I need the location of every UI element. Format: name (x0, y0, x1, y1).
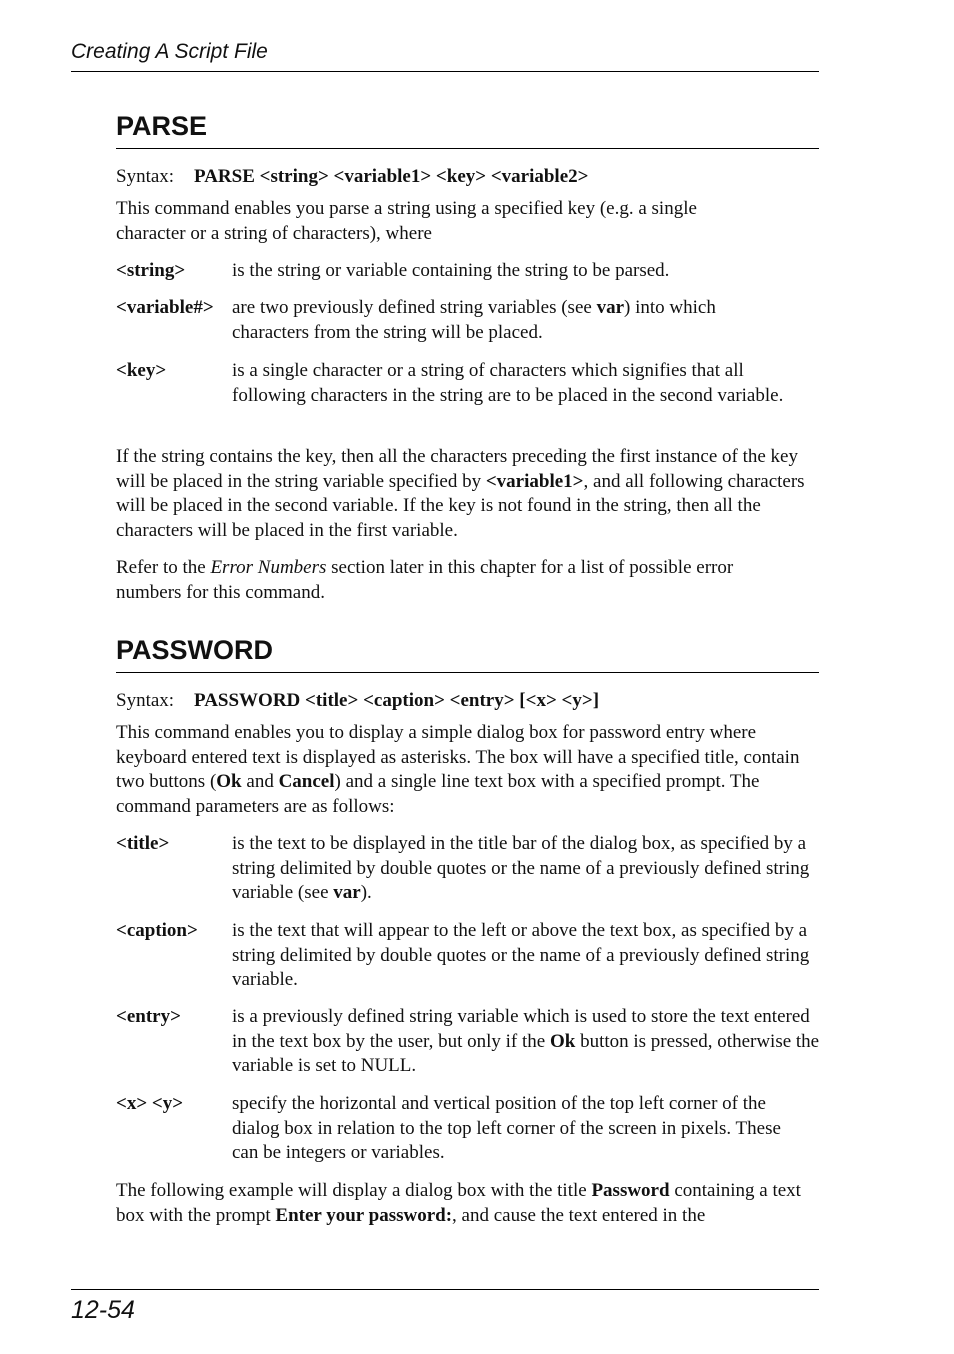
running-header: Creating A Script File (71, 40, 268, 63)
syntax-command: PASSWORD <title> <caption> <entry> [<x> <y>] (194, 690, 600, 711)
parse-error-paragraph: Refer to the Error Numbers section later in this chapter for a list of possible error numbers for this command. (116, 557, 734, 603)
parse-heading-rule (116, 148, 819, 149)
footer-rule (71, 1289, 819, 1290)
param-description: is the string or variable containing the string to be parsed. (232, 260, 670, 281)
password-example-paragraph: The following example will display a dialog box with the title Password containing a text box with the prompt Enter your password:, and cause the text entered in the (116, 1180, 801, 1226)
param-description: specify the horizontal and vertical position of the top left corner of the dialog box in relation to the top left corner of the screen in pixels. These can be integers or variables. (232, 1093, 781, 1163)
password-heading: PASSWORD (116, 635, 274, 665)
password-intro: This command enables you to display a simple dialog box for password entry where keyboard entered text is displayed as asterisks. The box will have a specified title, contain two buttons (Ok and Cancel) and a single line text box with a specified prompt. The command parameters are as follows: (116, 722, 800, 817)
param-term: <x> <y> (116, 1093, 184, 1114)
param-description: is a single character or a string of characters which signifies that all following characters in the string are to be placed in the second variable. (232, 360, 784, 406)
param-description: is the text that will appear to the left or above the text box, as specified by a string delimited by double quotes or the name of a previously defined string variable. (232, 920, 810, 990)
param-term: <caption> (116, 920, 198, 941)
password-syntax (116, 689, 821, 714)
syntax-label: Syntax: (116, 166, 175, 187)
page-number: 12-54 (71, 1296, 135, 1324)
parse-paragraph: If the string contains the key, then all the characters preceding the first instance of the key will be placed in the string variable specified by <variable1>, and all following characters will be placed in the second variable. If the key is not found in the string, then all the characters will be placed in the first variable. (116, 446, 805, 541)
param-term: <key> (116, 360, 167, 381)
param-description: is the text to be displayed in the title bar of the dialog box, as specified by a string delimited by double quotes or the name of a previously defined string variable (see var). (232, 833, 810, 903)
param-description: are two previously defined string variables (see var) into which characters from the string will be placed. (232, 297, 716, 343)
param-term: <entry> (116, 1006, 181, 1027)
password-heading-rule (116, 672, 819, 673)
param-term: <title> (116, 833, 170, 854)
parse-syntax (116, 165, 821, 190)
header-rule (71, 71, 819, 72)
param-term: <string> (116, 260, 186, 281)
syntax-command: PARSE <string> <variable1> <key> <variable2> (194, 166, 589, 187)
param-description: is a previously defined string variable which is used to store the text entered in the text box by the user, but only if the Ok button is pressed, otherwise the variable is set to NULL. (232, 1006, 820, 1076)
parse-heading: PARSE (116, 111, 208, 141)
syntax-label: Syntax: (116, 690, 175, 711)
param-term: <variable#> (116, 297, 214, 318)
parse-intro: This command enables you parse a string using a specified key (e.g. a single character or a string of characters), where (116, 198, 697, 244)
